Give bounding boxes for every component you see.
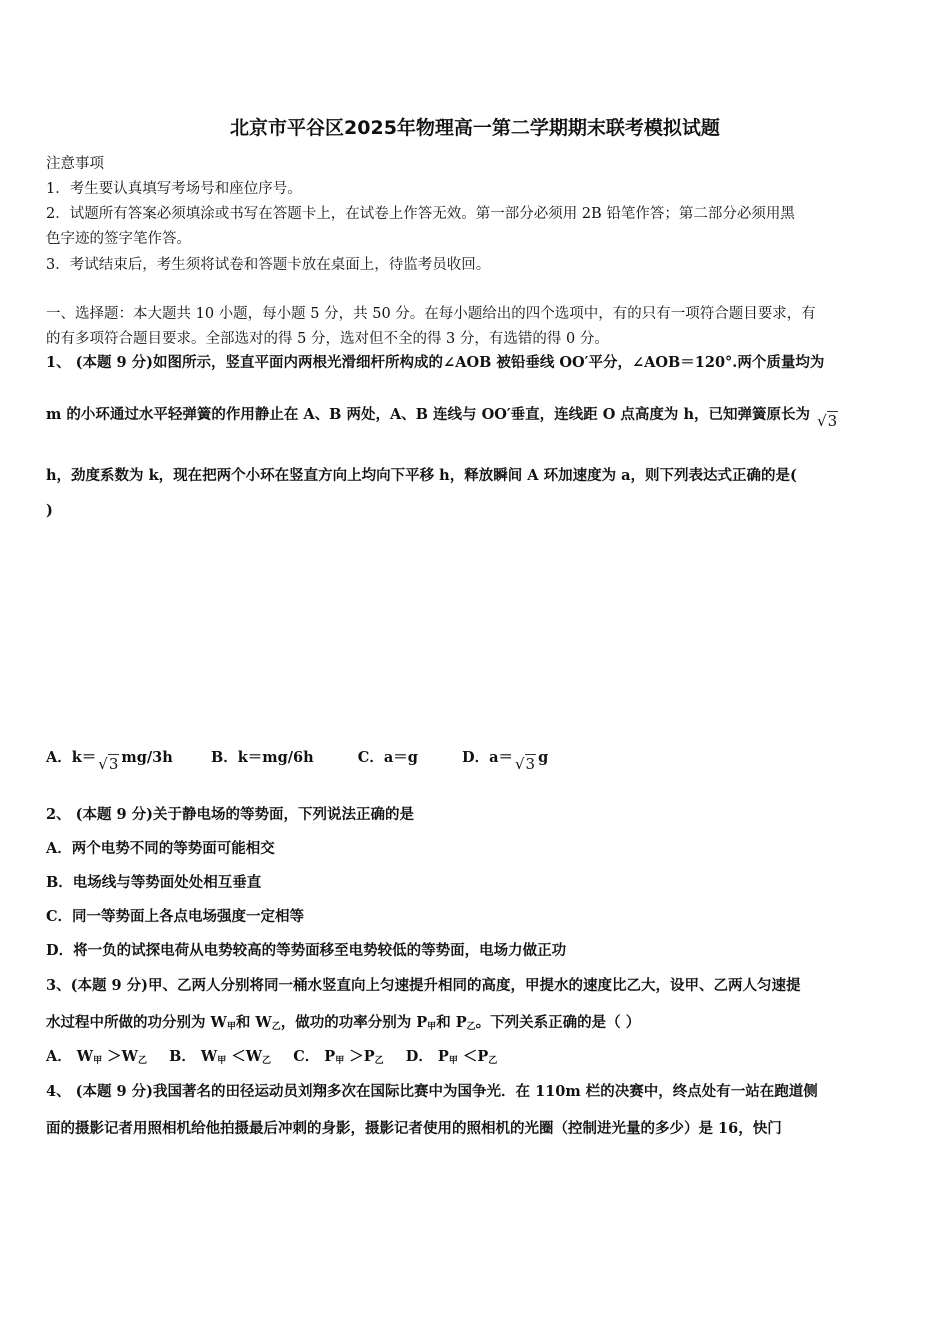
q2-option-b: B．电场线与等势面处处相互垂直: [46, 874, 262, 891]
page-title: 北京市平谷区2025年物理高一第二学期期末联考模拟试题: [230, 117, 720, 139]
question-4-line-2: 面的摄影记者用照相机给他拍摄最后冲刺的身影，摄影记者使用的照相机的光圈（控制进光量的多少）是 16，快门: [46, 1120, 782, 1137]
notice-heading: 注意事项: [46, 156, 104, 172]
q3-option-c: C． $P_甲 >P_乙$: [293, 1048, 384, 1066]
question-3-line-1: 3、(本题 9 分)甲、乙两人分别将同一桶水竖直向上匀速提升相同的高度，甲提水的速度比乙大，设甲、乙两人匀速提: [46, 977, 801, 994]
question-3-options: [46, 1045, 497, 1066]
sqrt-symbol: √3: [514, 755, 536, 773]
q3-option-d: D． $P_甲 <P_乙$: [405, 1048, 498, 1066]
notice-item-1: 1．考生要认真填写考场号和座位序号。: [46, 181, 302, 197]
notice-item-2-cont: 色字迹的签字笔作答。: [46, 231, 191, 247]
q2-option-d: D．将一负的试探电荷从电势较高的等势面移至电势较低的等势面，电场力做正功: [46, 942, 567, 959]
question-1-line-2: [46, 403, 840, 430]
section-instructions-cont: 的有多项符合题目要求。全部选对的得 5 分，选对但不全的得 3 分，有选错的得 0 分。: [46, 331, 609, 347]
sqrt-symbol: √3: [98, 755, 119, 773]
notice-item-3: 3．考试结束后，考生须将试卷和答题卡放在桌面上，待监考员收回。: [46, 257, 491, 273]
q1-option-d: D．a＝ √3 g: [462, 749, 549, 773]
q1-option-a: A．k＝ √3 mg/3h: [46, 749, 173, 773]
question-3-line-2: 水过程中所做的功分别为 $W_甲$和 $W_乙$，做功的功率分别为 $P_甲$和 $P_乙$。下列关系正确的是（ ）: [46, 1014, 641, 1032]
question-1-line-3: h，劲度系数为 k，现在把两个小环在竖直方向上均向下平移 h，释放瞬间 A 环加速度为 a，则下列表达式正确的是(: [46, 467, 797, 484]
question-2-stem: 2、 (本题 9 分)关于静电场的等势面，下列说法正确的是: [46, 806, 415, 823]
q1-text: m 的小环通过水平轻弹簧的作用静止在 A、B 两处，A、B 连线与 OO′垂直，连线距 O 点高度为 h，已知弹簧原长为: [46, 406, 810, 423]
q2-option-c: C．同一等势面上各点电场强度一定相等: [46, 908, 305, 925]
q1-option-c: C．a＝g: [357, 749, 418, 766]
question-1-line-1: 1、 (本题 9 分)如图所示，竖直平面内两根光滑细杆所构成的∠AOB 被铅垂线 OO′平分，∠AOB＝120°.两个质量均为: [46, 354, 825, 371]
sqrt-symbol: √3: [817, 412, 838, 430]
question-1-line-4: ): [46, 502, 53, 519]
question-4-line-1: 4、 (本题 9 分)我国著名的田径运动员刘翔多次在国际比赛中为国争光．在 110m 栏的决赛中，终点处有一站在跑道侧: [46, 1083, 818, 1100]
question-1-options: [46, 746, 548, 773]
notice-item-2: 2．试题所有答案必须填涂或书写在答题卡上，在试卷上作答无效。第一部分必须用 2B 铅笔作答；第二部分必须用黑: [46, 206, 795, 222]
q3-option-b: B． $W_甲 <W_乙$: [169, 1048, 272, 1066]
q2-option-a: A．两个电势不同的等势面可能相交: [46, 840, 275, 857]
section-instructions: 一、选择题：本大题共 10 小题，每小题 5 分，共 50 分。在每小题给出的四个选项中，有的只有一项符合题目要求，有: [46, 306, 816, 322]
q1-option-b: B．k＝mg/6h: [210, 749, 314, 766]
q3-option-a: A． $W_甲 >W_乙$: [46, 1048, 147, 1066]
